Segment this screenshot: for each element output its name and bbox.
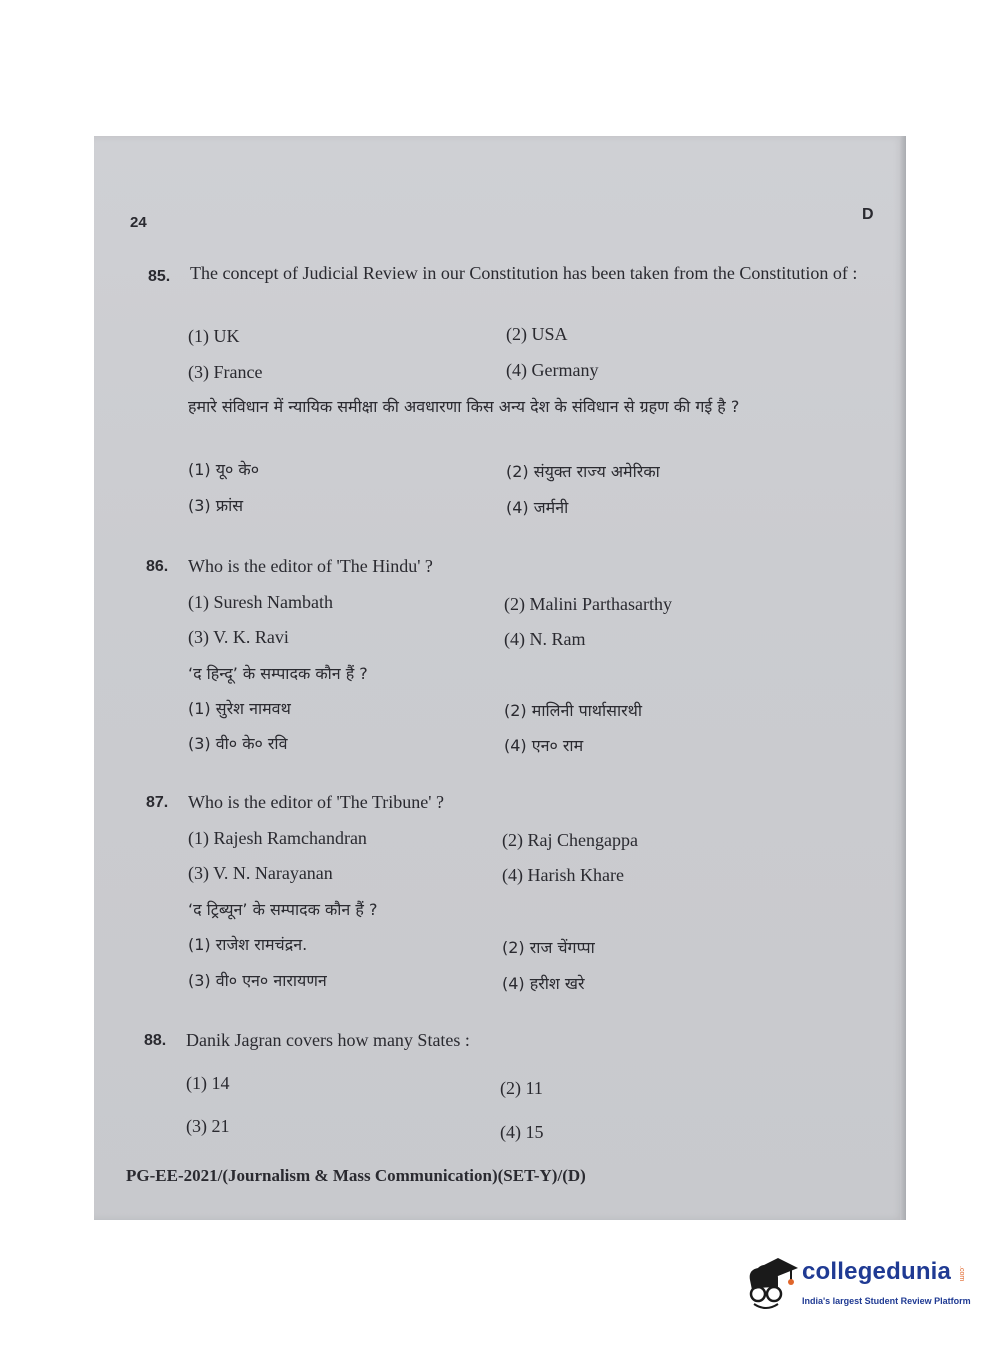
option-en: (3) V. N. Narayanan <box>188 863 333 883</box>
option-en: (1) Suresh Nambath <box>188 592 333 612</box>
option-en: (2) 11 <box>500 1078 543 1098</box>
logo-domain-suffix: .com <box>958 1266 965 1282</box>
option-en: (1) UK <box>188 326 240 346</box>
option-hi: (4) हरीश खरे <box>502 974 585 993</box>
option-hi: (2) संयुक्त राज्य अमेरिका <box>506 462 660 481</box>
question-number: 85. <box>148 268 171 285</box>
logo-wordmark: collegedunia <box>802 1258 952 1285</box>
paper-footer-code: PG-EE-2021/(Journalism & Mass Communication)(SET-Y)/(D) <box>126 1166 586 1185</box>
question-text-en: Who is the editor of 'The Tribune' ? <box>188 792 444 812</box>
option-hi: (1) यू० के० <box>188 460 260 479</box>
student-mascot-icon <box>744 1250 800 1314</box>
option-en: (4) N. Ram <box>504 629 586 649</box>
option-en: (4) 15 <box>500 1122 544 1142</box>
option-hi: (4) जर्मनी <box>506 498 569 517</box>
option-en: (3) V. K. Ravi <box>188 627 289 647</box>
question-text-hi: ‘द हिन्दू’ के सम्पादक कौन हैं ? <box>188 664 368 683</box>
option-en: (3) France <box>188 362 263 382</box>
option-hi: (3) वी० एन० नारायणन <box>188 971 327 990</box>
option-en: (2) Malini Parthasarthy <box>504 594 672 614</box>
option-en: (4) Germany <box>506 360 599 380</box>
question-text-en: Danik Jagran covers how many States : <box>186 1030 470 1050</box>
option-hi: (4) एन० राम <box>504 736 584 755</box>
logo-tagline: India's largest Student Review Platform <box>802 1296 971 1306</box>
option-hi: (1) सुरेश नामवथ <box>188 699 291 718</box>
option-hi: (3) फ्रांस <box>188 496 244 515</box>
collegedunia-logo <box>744 1250 974 1320</box>
option-en: (2) USA <box>506 324 568 344</box>
exam-page <box>94 136 906 1220</box>
option-hi: (3) वी० के० रवि <box>188 734 288 753</box>
page-edge-shadow <box>900 136 906 1220</box>
option-hi: (1) राजेश रामचंद्रन. <box>188 935 308 954</box>
question-text-en: Who is the editor of 'The Hindu' ? <box>188 556 433 576</box>
question-text-hi: ‘द ट्रिब्यून’ के सम्पादक कौन हैं ? <box>188 900 378 919</box>
option-hi: (2) राज चेंगप्पा <box>502 938 595 957</box>
question-number: 87. <box>146 794 169 811</box>
option-en: (1) Rajesh Ramchandran <box>188 828 367 848</box>
option-en: (2) Raj Chengappa <box>502 830 638 850</box>
option-en: (3) 21 <box>186 1116 230 1136</box>
option-hi: (2) मालिनी पार्थासारथी <box>504 701 643 720</box>
question-text-hi: हमारे संविधान में न्यायिक समीक्षा की अवधारणा किस अन्य देश के संविधान से ग्रहण की गई है ? <box>188 397 740 416</box>
question-number: 86. <box>146 558 169 575</box>
option-en: (1) 14 <box>186 1073 230 1093</box>
set-code: D <box>862 206 874 223</box>
question-number: 88. <box>144 1032 167 1049</box>
question-text-en: The concept of Judicial Review in our Constitution has been taken from the Constitution of : <box>190 263 858 283</box>
option-en: (4) Harish Khare <box>502 865 624 885</box>
page-number: 24 <box>130 214 147 231</box>
